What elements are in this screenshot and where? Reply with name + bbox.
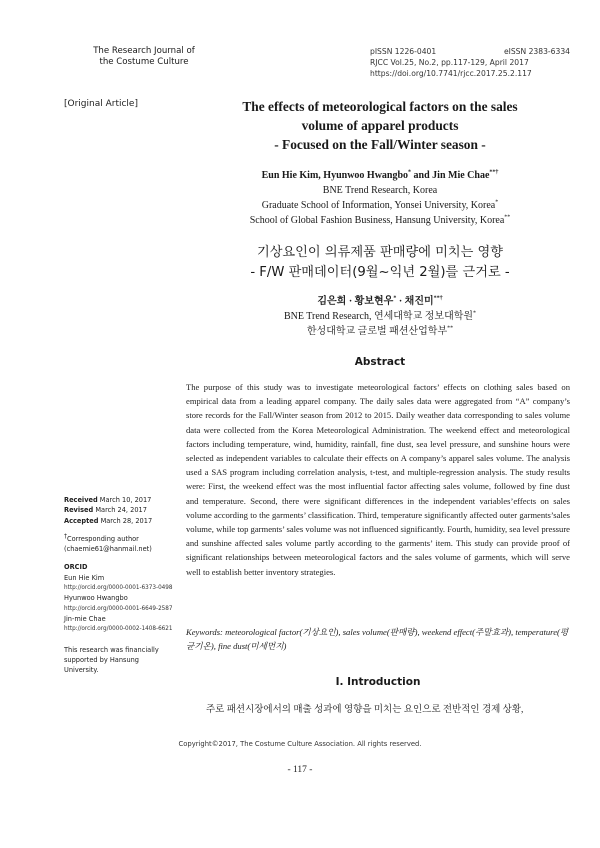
funding-line1: This research was financially [64, 645, 159, 654]
corresponding-email[interactable]: (chaemie61@hanmail.net) [64, 545, 152, 554]
title-en [190, 97, 570, 154]
doi-link[interactable]: https://doi.org/10.7741/rjcc.2017.25.2.117 [370, 69, 532, 78]
author-connector-en: and [411, 170, 433, 181]
funding-line3: University. [64, 666, 99, 675]
keywords-text: meteorological factor(기상요인), sales volume(판매량), weekend effect(주말효과), temperature(평균기온), fine dust(미세먼지) [186, 627, 569, 651]
author3-ko: 채진미 [404, 296, 434, 307]
article-info-sidebar [64, 495, 179, 675]
title-en-line2: volume of apparel products [301, 118, 459, 133]
page-number: - 117 - [287, 765, 313, 775]
orcid3-name: Jin-mie Chae [64, 614, 106, 623]
revised-label: Revised [64, 506, 94, 515]
affiliation1-ko-text: BNE Trend Research, 연세대학교 정보대학원 [283, 311, 474, 322]
orcid1-link[interactable]: http://orcid.org/0000-0001-6373-0498 [64, 585, 173, 592]
title-ko-line2: - F/W 판매데이터(9월~익년 2월)를 근거로 - [250, 265, 510, 280]
orcid3-link[interactable]: http://orcid.org/0000-0002-1408-6621 [64, 626, 173, 633]
author3-ko-mark: **† [433, 295, 443, 302]
accepted-label: Accepted [64, 516, 99, 525]
received-date: March 10, 2017 [99, 496, 152, 504]
orcid2-name: Hyunwoo Hwangbo [64, 594, 128, 603]
eissn: eISSN 2383-6334 [503, 47, 570, 56]
received-label: Received [64, 496, 98, 504]
author1-ko: 김은희 · [317, 296, 355, 307]
title-en-line1: The effects of meteorological factors on the sales [242, 99, 518, 114]
affiliation1-en: BNE Trend Research, Korea [322, 185, 438, 196]
revised-row [64, 505, 179, 515]
affiliation3-en-text: School of Global Fashion Business, Hansung University, Korea [249, 215, 505, 226]
keywords [186, 625, 570, 653]
journal-name-line2: the Costume Culture [99, 57, 189, 67]
title-en-line3: - Focused on the Fall/Winter season - [274, 137, 486, 152]
author2-en-mark: * [408, 169, 412, 176]
corresponding-mark: † [64, 532, 67, 540]
journal-name-line1: The Research Journal of [93, 46, 195, 56]
affiliation2-ko-text: 한성대학교 글로벌 패션산업학부 [306, 326, 448, 337]
issn-block [370, 46, 570, 79]
affiliation1-ko-mark: * [473, 310, 477, 317]
authors-ko [190, 294, 570, 339]
revised-date: March 24, 2017 [95, 506, 147, 515]
introduction-heading: I. Introduction [335, 676, 421, 688]
journal-name [64, 46, 224, 68]
authors-en [190, 168, 570, 228]
copyright-notice: Copyright©2017, The Costume Culture Association. All rights reserved. [178, 740, 422, 748]
title-ko [190, 243, 570, 283]
pissn: pISSN 1226-0401 [370, 47, 437, 56]
affiliation2-ko-mark: ** [447, 325, 454, 332]
received-row [64, 495, 179, 505]
funding-line2: supported by Hansung [64, 655, 139, 664]
author2-ko-mark: * [393, 295, 397, 302]
affiliation1-ko [190, 309, 570, 324]
affiliation3-en-mark: ** [504, 214, 511, 221]
affiliation2-en-mark: * [495, 199, 499, 206]
author2-ko: 황보현우 [354, 296, 394, 307]
corresponding-label: Corresponding author [67, 534, 139, 543]
abstract-heading: Abstract [354, 356, 406, 368]
orcid1-name: Eun Hie Kim [64, 573, 105, 582]
orcid-title: ORCID [64, 563, 88, 572]
author1-en: Eun Hie Kim, [261, 170, 324, 181]
abstract-body: The purpose of this study was to investigate meteorological factors’ effects on clothing sales based on empirical data from a leading apparel company. The daily sales data were aggregated from “A” company’s store records for the Fall/Winter season from 2012 to 2015. Daily weather data corresponding to sales volume data were collected from the Korea Meteorological Administration. The weekend effect and meteorological factors including temperature, wind, humidity, rainfall, fine dust, sea level pressure, and sunshine hours were selected as independent variables to calculate their effects on A company’s apparel sales volume. The analysis used a SAS program including correlation analysis, t-test, and multiple-regression analysis. The study results were: First, the weekend effect was the most influential factor affecting sales volume, followed by fine dust and temperature. Second, there were significant differences in the independent variables’effects on sales volume according to the garments’ classification. Third, temperature significantly affected outer garments’sales volume, while top garments’ sales volume was not influenced significantly. Fourth, humidity, sea level pressure and sunshine affected sales volume partly according to the garments’ item. This study can provide proof of significant relationships between meteorological factors and the sales volume of garments, which will serve well to establish better inventory strategies. [186, 382, 570, 577]
accepted-row [64, 516, 179, 526]
author2-en: Hyunwoo Hwangbo [323, 170, 409, 181]
citation: RJCC Vol.25, No.2, pp.117-129, April 2017 [370, 58, 529, 67]
introduction-first-line: 주로 패션시장에서의 매출 성과에 영향을 미치는 요인으로 전반적인 경제 상황, [206, 705, 524, 715]
keywords-label: Keywords: [186, 627, 223, 637]
author-connector-ko: · [396, 296, 405, 307]
affiliation3-en [190, 213, 570, 228]
affiliation2-ko [190, 324, 570, 339]
author-names-en [190, 168, 570, 183]
author-names-ko [190, 294, 570, 309]
orcid2-link[interactable]: http://orcid.org/0000-0001-6649-2587 [64, 605, 173, 612]
affiliation2-en [190, 198, 570, 213]
accepted-date: March 28, 2017 [100, 516, 153, 525]
author3-en-mark: **† [489, 169, 499, 176]
corresponding-author [64, 534, 179, 544]
affiliation2-en-text: Graduate School of Information, Yonsei University, Korea [261, 200, 496, 211]
author3-en: Jin Mie Chae [432, 170, 490, 181]
funding-note [64, 645, 179, 676]
title-ko-line1: 기상요인이 의류제품 판매량에 미치는 영향 [256, 245, 504, 260]
article-type: [Original Article] [64, 99, 138, 109]
